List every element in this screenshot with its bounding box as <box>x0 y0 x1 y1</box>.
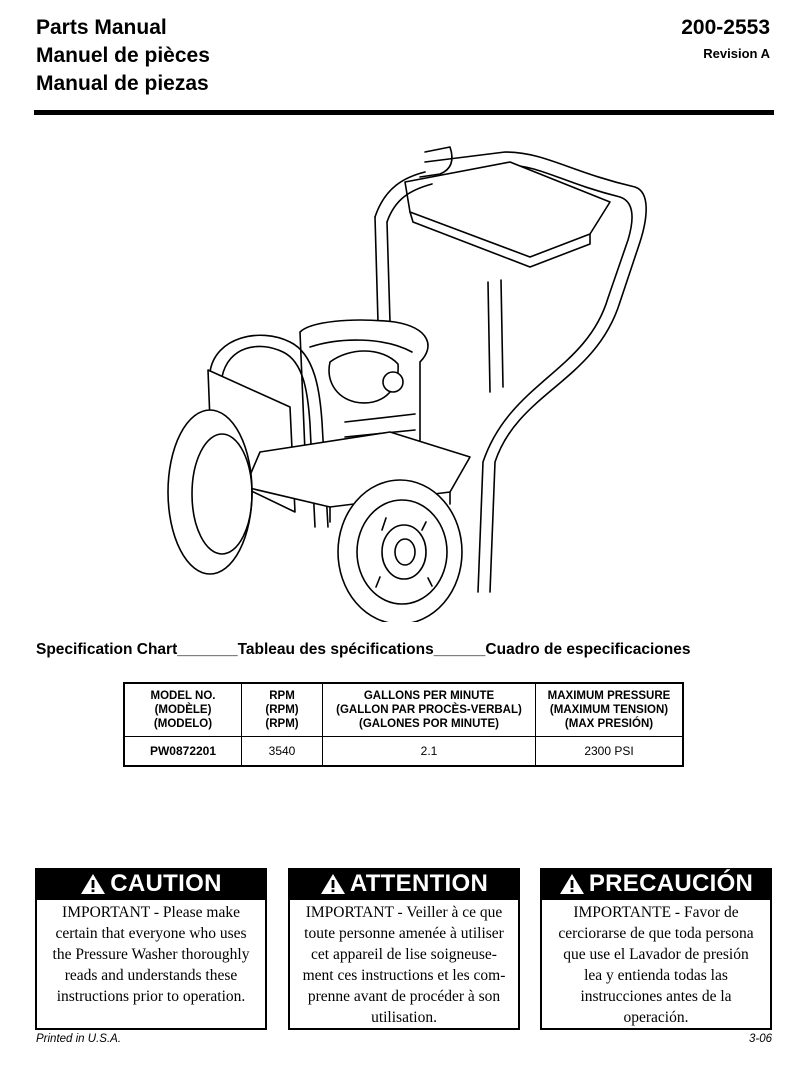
warning-triangle-icon <box>320 873 346 895</box>
header-gpm <box>323 683 536 737</box>
header-gpm-fr: (GALLON PAR PROCÈS-VERBAL) <box>336 704 522 716</box>
caution-line: certain that everyone who uses <box>55 925 247 942</box>
header-rpm <box>242 683 323 737</box>
pressure-washer-illustration <box>150 132 650 622</box>
caution-text <box>35 900 267 1030</box>
specification-chart-heading: Specification Chart_______Tableau des spécifications______Cuadro de especificaciones <box>36 641 691 658</box>
attention-line: toute personne amenée à utiliser <box>304 925 504 942</box>
printed-in-label: Printed in U.S.A. <box>36 1033 122 1045</box>
cell-pressure: 2300 PSI <box>536 737 684 767</box>
header-pressure-es: (MAX PRESIÓN) <box>564 718 654 730</box>
attention-text <box>288 900 520 1030</box>
precaucion-header <box>540 868 772 900</box>
caution-line: instructions prior to operation. <box>56 988 246 1005</box>
precaucion-box <box>540 868 772 1030</box>
header-rpm-fr: (RPM) <box>265 704 299 716</box>
cell-rpm: 3540 <box>242 737 323 767</box>
print-date-label: 3-06 <box>748 1033 772 1045</box>
precaucion-text <box>540 900 772 1030</box>
header-pressure-en: MAXIMUM PRESSURE <box>547 690 671 702</box>
attention-box <box>288 868 520 1030</box>
header-gpm-en: GALLONS PER MINUTE <box>363 690 495 702</box>
caution-header <box>35 868 267 900</box>
precaucion-label: PRECAUCIÓN <box>588 870 754 897</box>
header-rpm-en: RPM <box>269 690 295 702</box>
document-number: 200-2553 <box>681 16 770 39</box>
caution-line: IMPORTANT - Please make <box>62 904 240 921</box>
attention-label: ATTENTION <box>349 870 489 897</box>
revision-label: Revision A <box>703 46 770 61</box>
precaucion-line: operación. <box>623 1009 689 1026</box>
precaucion-line: IMPORTANTE - Favor de <box>573 904 739 921</box>
header-rule <box>34 110 774 115</box>
attention-line: IMPORTANT - Veiller à ce que <box>305 904 503 921</box>
header-model-fr: (MODÈLE) <box>154 704 212 716</box>
caution-box <box>35 868 267 1030</box>
header-pressure-fr: (MAXIMUM TENSION) <box>549 704 669 716</box>
caution-line: the Pressure Washer thoroughly <box>52 946 250 963</box>
header-rpm-es: (RPM) <box>265 718 299 730</box>
caution-line: reads and understands these <box>64 967 238 984</box>
header-model <box>124 683 242 737</box>
attention-line: prenne avant de procéder à son <box>307 988 501 1005</box>
header-max-pressure <box>536 683 684 737</box>
header-model-es: (MODELO) <box>153 718 213 730</box>
attention-line: utilisation. <box>371 1009 437 1026</box>
attention-line: cet appareil de lise soigneuse- <box>311 946 497 963</box>
header-gpm-es: (GALONES POR MINUTE) <box>359 718 499 730</box>
attention-line: ment ces instructions et les com- <box>302 967 506 984</box>
cell-gpm: 2.1 <box>323 737 536 767</box>
precaucion-line: que use el Lavador de presión <box>563 946 749 963</box>
precaucion-line: instrucciones antes de la <box>580 988 732 1005</box>
title-spanish: Manual de piezas <box>36 72 209 95</box>
precaucion-line: cerciorarse de que toda persona <box>558 925 754 942</box>
header-model-en: MODEL NO. <box>150 690 216 702</box>
title-french: Manuel de pièces <box>36 44 210 67</box>
table-row <box>124 737 683 767</box>
cell-model: PW0872201 <box>124 737 242 767</box>
title-english: Parts Manual <box>36 16 167 39</box>
specification-table <box>123 682 684 767</box>
attention-header <box>288 868 520 900</box>
warning-triangle-icon <box>559 873 585 895</box>
caution-label: CAUTION <box>110 870 222 897</box>
warning-triangle-icon <box>80 873 106 895</box>
precaucion-line: lea y entienda todas las <box>584 967 728 984</box>
